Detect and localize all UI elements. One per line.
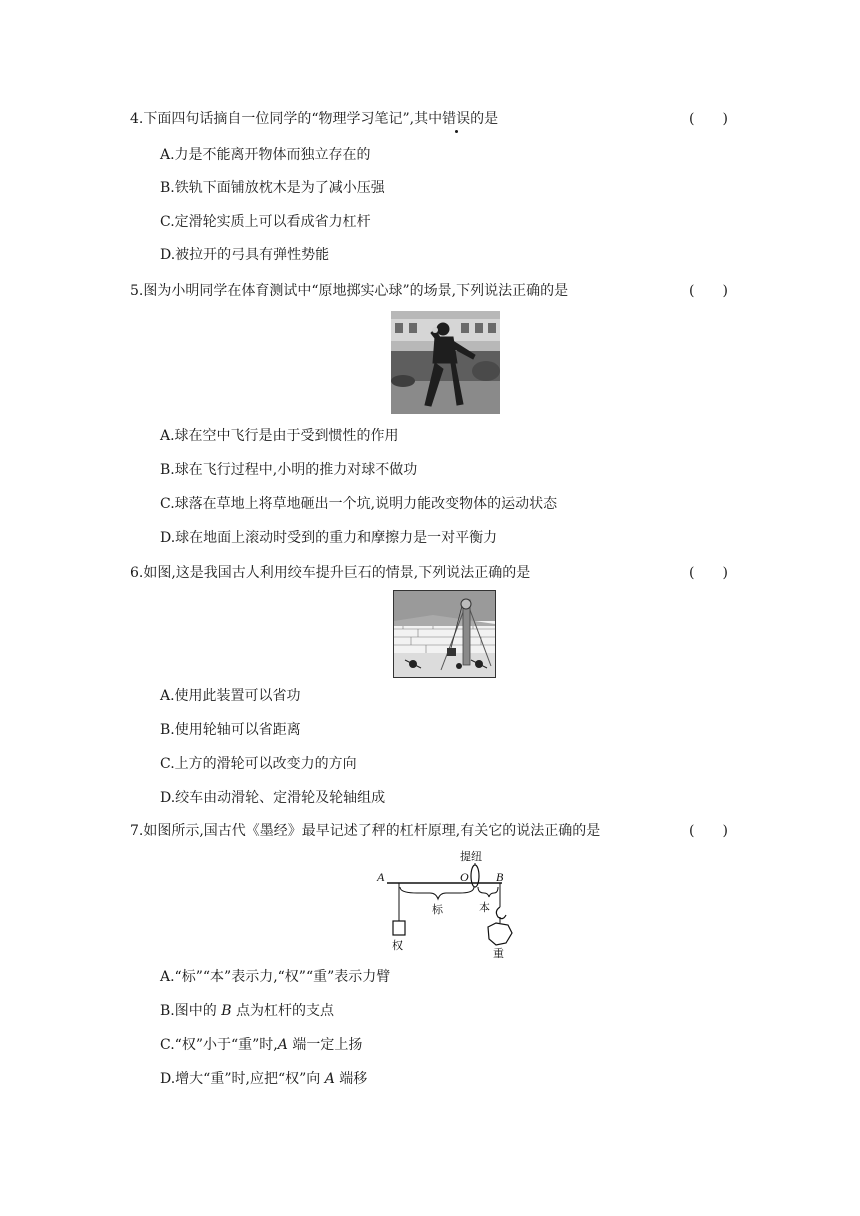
answer-bracket: ( ) (689, 823, 728, 839)
question-5-option-a: A.球在空中飞行是由于受到惯性的作用 (160, 428, 399, 444)
label-o: O (460, 870, 469, 884)
label-a: A (377, 870, 385, 884)
quan-weight (393, 921, 405, 935)
question-5-option-c: C.球落在草地上将草地砸出一个坑,说明力能改变物体的运动状态 (160, 496, 558, 512)
label-b: B (496, 870, 504, 884)
answer-bracket: ( ) (689, 283, 728, 299)
question-7-option-c: C.“权”小于“重”时,A 端一定上扬 (160, 1037, 363, 1053)
label-tizhuo: 提纽 (460, 851, 482, 863)
label-biao: 标 (432, 904, 443, 916)
question-5-stem: 5.图为小明同学在体育测试中“原地掷实心球”的场景,下列说法正确的是 (130, 283, 569, 299)
winch-illustration (393, 590, 496, 678)
question-6-option-a: A.使用此装置可以省功 (160, 688, 301, 704)
steelyard-diagram (372, 849, 522, 959)
answer-bracket: ( ) (689, 111, 728, 127)
question-4-stem: 4.下面四句话摘自一位同学的“物理学习笔记”,其中错误的是 (130, 111, 499, 127)
label-ben: 本 (479, 902, 490, 914)
question-6-option-b: B.使用轮轴可以省距离 (160, 722, 301, 738)
label-zhong: 重 (493, 948, 504, 959)
question-7-option-a: A.“标”“本”表示力,“权”“重”表示力臂 (160, 969, 391, 985)
question-7-option-b: B.图中的 B 点为杠杆的支点 (160, 1003, 334, 1019)
question-6-option-c: C.上方的滑轮可以改变力的方向 (160, 756, 357, 772)
question-5-option-b: B.球在飞行过程中,小明的推力对球不做功 (160, 462, 418, 478)
question-4-option-a: A.力是不能离开物体而独立存在的 (160, 147, 371, 163)
question-6-stem: 6.如图,这是我国古人利用绞车提升巨石的情景,下列说法正确的是 (130, 565, 531, 581)
emphasis-text: 错误 (442, 111, 471, 127)
label-quan: 权 (392, 940, 403, 952)
zhong-object (488, 923, 512, 945)
hook-icon (496, 907, 506, 919)
brace-biao (400, 887, 474, 899)
question-5-option-d: D.球在地面上滚动时受到的重力和摩擦力是一对平衡力 (160, 530, 498, 546)
brace-ben (478, 887, 498, 897)
question-7-option-d: D.增大“重”时,应把“权”向 A 端移 (160, 1071, 368, 1087)
question-6-option-d: D.绞车由动滑轮、定滑轮及轮轴组成 (160, 790, 386, 806)
question-4-option-d: D.被拉开的弓具有弹性势能 (160, 247, 330, 263)
shot-put-photo (391, 311, 500, 414)
question-7-stem: 7.如图所示,国古代《墨经》最早记述了秤的杠杆原理,有关它的说法正确的是 (130, 823, 601, 839)
answer-bracket: ( ) (689, 565, 728, 581)
question-4-option-c: C.定滑轮实质上可以看成省力杠杆 (160, 214, 371, 230)
question-4-option-b: B.铁轨下面铺放枕木是为了减小压强 (160, 180, 385, 196)
